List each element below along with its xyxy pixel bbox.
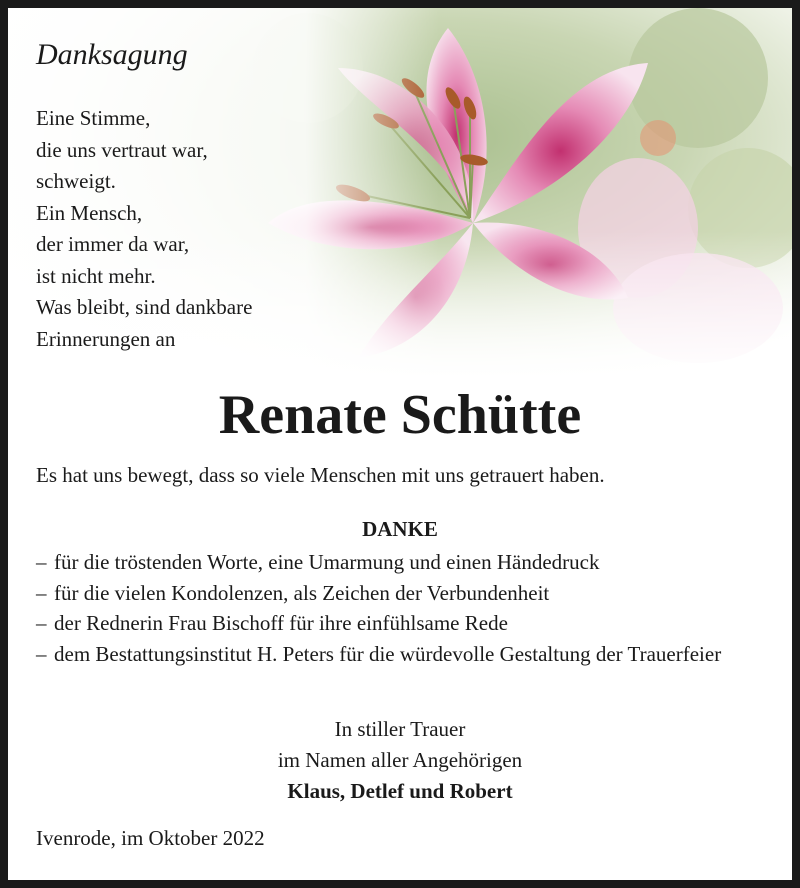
danke-heading: DANKE bbox=[362, 517, 438, 541]
poem bbox=[36, 103, 252, 355]
closing-line: In stiller Trauer bbox=[334, 717, 466, 741]
poem-line: Was bleibt, sind dankbare bbox=[36, 295, 253, 319]
poem-line: die uns vertraut war, bbox=[36, 137, 208, 162]
deceased-name: Renate Schütte bbox=[218, 384, 582, 446]
poem-line: schweigt. bbox=[36, 169, 116, 193]
list-item bbox=[36, 639, 776, 670]
dash: – bbox=[36, 641, 47, 666]
poem-line: ist nicht mehr. bbox=[36, 263, 156, 288]
list-item-text: der Rednerin Frau Bischoff für ihre einfühlsame Rede bbox=[54, 611, 508, 635]
dash: – bbox=[36, 580, 47, 605]
poem-line: Eine Stimme, bbox=[36, 106, 151, 130]
dash: – bbox=[36, 611, 47, 635]
closing-block bbox=[8, 714, 792, 807]
list-item bbox=[36, 578, 776, 609]
closing-line: im Namen aller Angehörigen bbox=[277, 748, 523, 772]
list-item bbox=[36, 547, 776, 578]
list-item-text: für die vielen Kondolenzen, als Zeichen der Verbundenheit bbox=[54, 580, 550, 605]
intro-text: Es hat uns bewegt, dass so viele Menschen mit uns getrauert haben. bbox=[36, 463, 605, 487]
poem-line: Erinnerungen an bbox=[36, 326, 176, 351]
list-item-text: dem Bestattungsinstitut H. Peters für die würdevolle Gestaltung der Trauerfeier bbox=[54, 641, 722, 666]
list-item bbox=[36, 608, 776, 639]
place-date: Ivenrode, im Oktober 2022 bbox=[36, 826, 265, 850]
page-title: Danksagung bbox=[36, 38, 188, 71]
list-item-text: für die tröstenden Worte, eine Umarmung und einen Händedruck bbox=[54, 550, 600, 574]
poem-line: Ein Mensch, bbox=[36, 200, 143, 225]
dash: – bbox=[36, 550, 47, 574]
poem-line: der immer da war, bbox=[36, 232, 190, 256]
thanks-list bbox=[36, 547, 776, 669]
mourner-names: Klaus, Detlef und Robert bbox=[287, 779, 513, 803]
